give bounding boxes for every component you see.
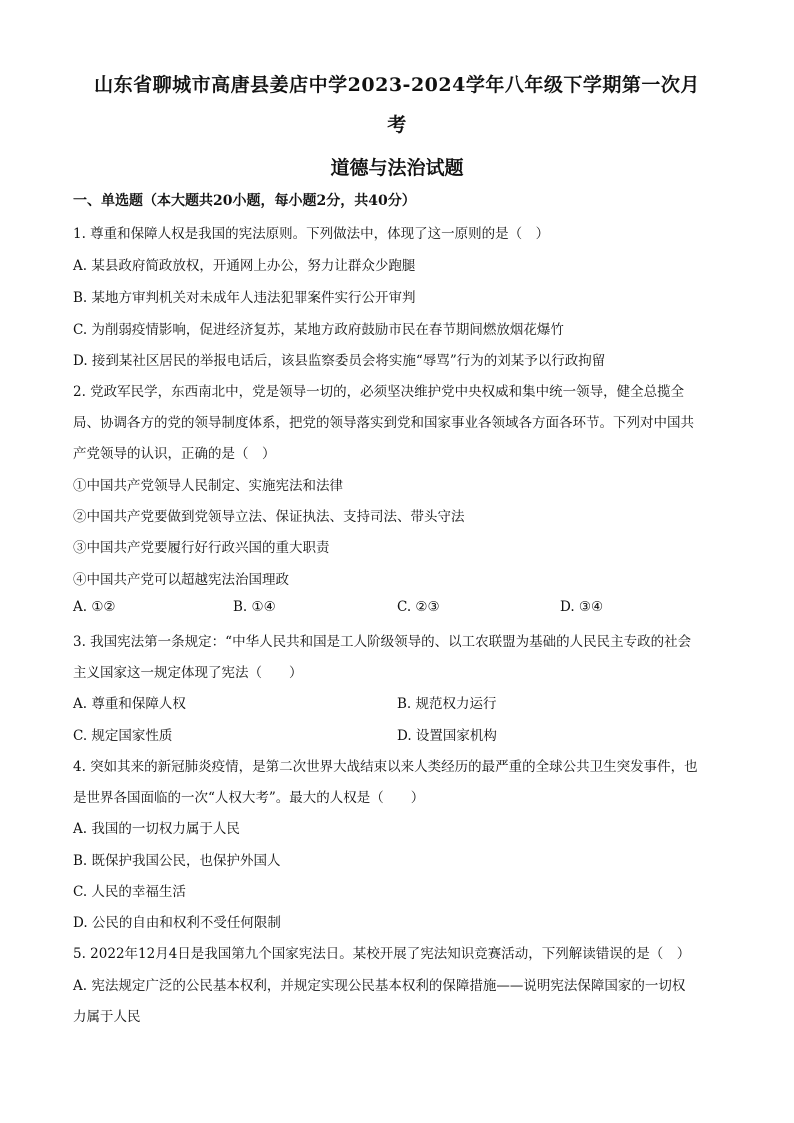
- q4-option-d: D. 公民的自由和权利不受任何限制: [73, 915, 281, 931]
- exam-title-line2: 考: [387, 114, 407, 136]
- q3-option-b: B. 规范权力运行: [397, 696, 497, 712]
- q4-option-b: B. 既保护我国公民，也保护外国人: [73, 853, 281, 869]
- q2-option-a: A. ①②: [73, 599, 116, 615]
- exam-title-line1: 山东省聊城市高唐县姜店中学2023-2024学年八年级下学期第一次月: [94, 74, 700, 96]
- q1-option-c: C. 为削弱疫情影响，促进经济复苏，某地方政府鼓励市民在春节期间燃放烟花爆竹: [73, 322, 564, 338]
- q3-option-a: A. 尊重和保障人权: [73, 696, 186, 712]
- q3-stem-line2: 主义国家这一规定体现了宪法（ ）: [73, 665, 303, 681]
- q2-statement-3: ③中国共产党要履行好行政兴国的重大职责: [73, 540, 330, 556]
- q2-stem-line1: 2. 党政军民学，东西南北中，党是领导一切的，必须坚决维护党中央权威和集中统一领导，健全总揽全: [73, 384, 685, 400]
- q2-stem-line3: 产党领导的认识，正确的是（ ）: [73, 446, 276, 462]
- q3-stem-line1: 3. 我国宪法第一条规定：“中华人民共和国是工人阶级领导的、以工农联盟为基础的人民民主专政的社会: [73, 634, 692, 650]
- subject-title: 道德与法治试题: [330, 157, 464, 179]
- q4-option-a: A. 我国的一切权力属于人民: [73, 821, 240, 837]
- q1-option-b: B. 某地方审判机关对未成年人违法犯罪案件实行公开审判: [73, 290, 416, 306]
- q4-option-c: C. 人民的幸福生活: [73, 884, 186, 900]
- q3-option-d: D. 设置国家机构: [397, 728, 497, 744]
- q5-option-a-line1: A. 宪法规定广泛的公民基本权利，并规定实现公民基本权利的保障措施——说明宪法保障国家的一切权: [73, 978, 686, 994]
- q1-option-d: D. 接到某社区居民的举报电话后，该县监察委员会将实施“辱骂”行为的刘某予以行政拘留: [73, 353, 606, 369]
- q3-option-c: C. 规定国家性质: [73, 728, 173, 744]
- q1-stem: 1. 尊重和保障人权是我国的宪法原则。下列做法中，体现了这一原则的是（ ）: [73, 226, 550, 242]
- q2-statement-2: ②中国共产党要做到党领导立法、保证执法、支持司法、带头守法: [73, 509, 465, 525]
- q2-option-b: B. ①④: [233, 599, 276, 615]
- q5-option-a-line2: 力属于人民: [73, 1009, 141, 1025]
- q2-statement-4: ④中国共产党可以超越宪法治国理政: [73, 572, 289, 588]
- q2-statement-1: ①中国共产党领导人民制定、实施宪法和法律: [73, 478, 343, 494]
- q2-stem-line2: 局、协调各方的党的领导制度体系，把党的领导落实到党和国家事业各领域各方面各环节。下列对中国共: [73, 415, 694, 431]
- q2-option-c: C. ②③: [397, 599, 440, 615]
- q1-option-a: A. 某县政府简政放权，开通网上办公，努力让群众少跑腿: [73, 258, 416, 274]
- q4-stem-line1: 4. 突如其来的新冠肺炎疫情，是第二次世界大战结束以来人类经历的最严重的全球公共卫生突发事件，也: [73, 759, 698, 775]
- q2-option-d: D. ③④: [560, 599, 604, 615]
- q4-stem-line2: 是世界各国面临的一次“人权大考”。最大的人权是（ ）: [73, 790, 425, 806]
- q5-stem: 5. 2022年12月4日是我国第九个国家宪法日。某校开展了宪法知识竞赛活动，下列解读错误的是（ ）: [73, 946, 691, 962]
- section-heading: 一、单选题（本大题共20小题，每小题2分，共40分）: [73, 193, 416, 209]
